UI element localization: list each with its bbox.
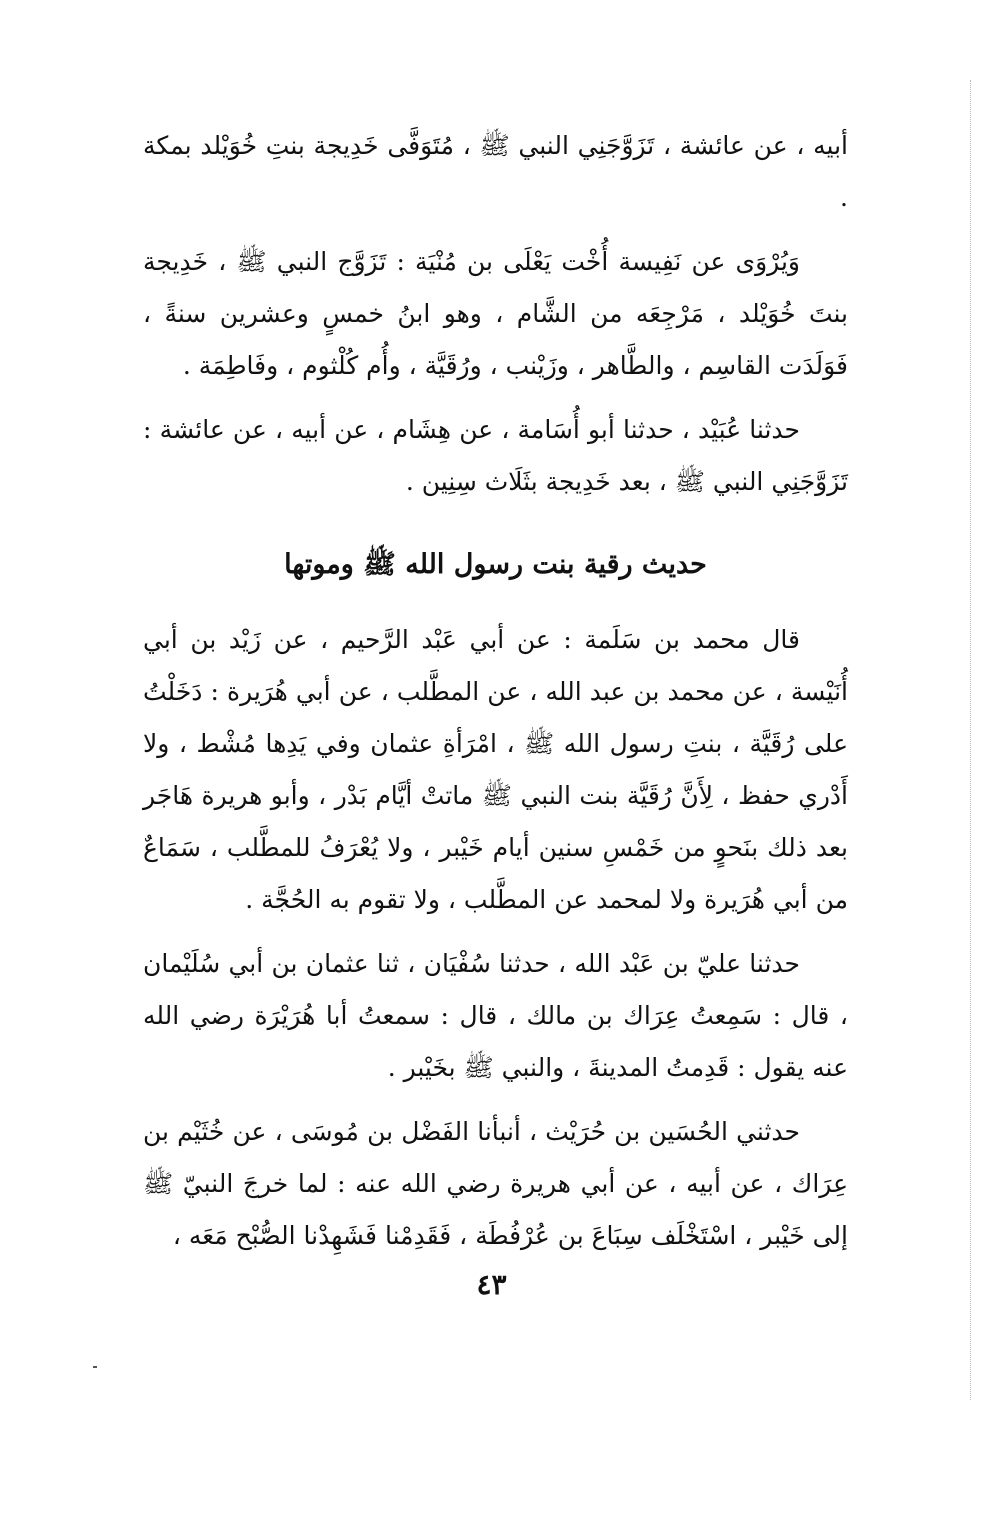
section-heading: حديث رقية بنت رسول الله ﷺ وموتها <box>284 549 707 580</box>
paragraph-1: أبيه ، عن عائشة ، تَزَوَّجَنِي النبي ﷺ ، مُتَوَفَّى خَدِيجة بنتِ خُوَيْلد بمكة . <box>143 131 848 212</box>
paragraph-5: حدثنا عليّ بن عَبْد الله ، حدثنا سُفْيَان ، ثنا عثمان بن أبي سُلَيْمان ، قال : سَمِعتُ عِرَاك بن مالك ، قال : سمعتُ أبا هُرَيْرَة رضي الله عنه يقول : قَدِمتُ المدينةَ ، والنبي ﷺ بخَيْبر . <box>143 949 848 1082</box>
paragraph-2: وَيُرْوَى عن نَفِيسة أُخْت يَعْلَى بن مُنْيَة : تَزَوَّج النبي ﷺ ، خَدِيجة بنتَ خُوَيْلد ، مَرْجِعَه من الشَّام ، وهو ابنُ خمسٍ وعشرين سنةً ، فَوَلَدَت القاسِم ، والطَّاهر ، وزَيْنب ، ورُقَيَّة ، وأُم كُلْثوم ، وفَاطِمَة . <box>143 247 848 380</box>
page-number: ٤٣ <box>476 1268 507 1301</box>
paragraph-4: قال محمد بن سَلَمة : عن أبي عَبْد الرَّحيم ، عن زَيْد بن أبي أُنَيْسة ، عن محمد بن عبد الله ، عن المطَّلب ، عن أبي هُرَيرة : دَخَلْتُ على رُقَيَّة ، بنتِ رسول الله ﷺ ، امْرَأةِ عثمان وفي يَدِها مُشْط ، ولا أَدْري حفظ ، لِأَنَّ رُقَيَّة بنت النبي ﷺ ماتتْ أيَّام بَدْر ، وأبو هريرة هَاجَر بعد ذلك بنَحوٍ من خَمْسِ سنين أيام خَيْبر ، ولا يُعْرَفُ للمطَّلب ، سَمَاعٌ من أبي هُرَيرة ولا لمحمد عن المطَّلب ، ولا تقوم به الحُجَّة . <box>143 625 848 914</box>
scan-artifact-mark <box>93 1366 97 1368</box>
bottom-text-block <box>143 614 848 1262</box>
paragraph-6: حدثني الحُسَين بن حُرَيْث ، أنبأنا الفَضْل بن مُوسَى ، عن خُثَيْم بن عِرَاك ، عن أبيه ، عن أبي هريرة رضي الله عنه : لما خرجَ النبيّ ﷺ إلى خَيْبر ، اسْتَخْلَف سِبَاعَ بن عُرْفُطَة ، فَقَدِمْنا فَشَهِدْنا الصُّبْح مَعَه ، <box>143 1117 848 1250</box>
paragraph-3: حدثنا عُبَيْد ، حدثنا أبو أُسَامة ، عن هِشَام ، عن أبيه ، عن عائشة : تَزَوَّجَنِي النبي ﷺ ، بعد خَدِيجة بثَلَاث سِنِين . <box>143 415 848 496</box>
scan-margin-line <box>970 80 971 1400</box>
top-text-block <box>143 120 848 508</box>
